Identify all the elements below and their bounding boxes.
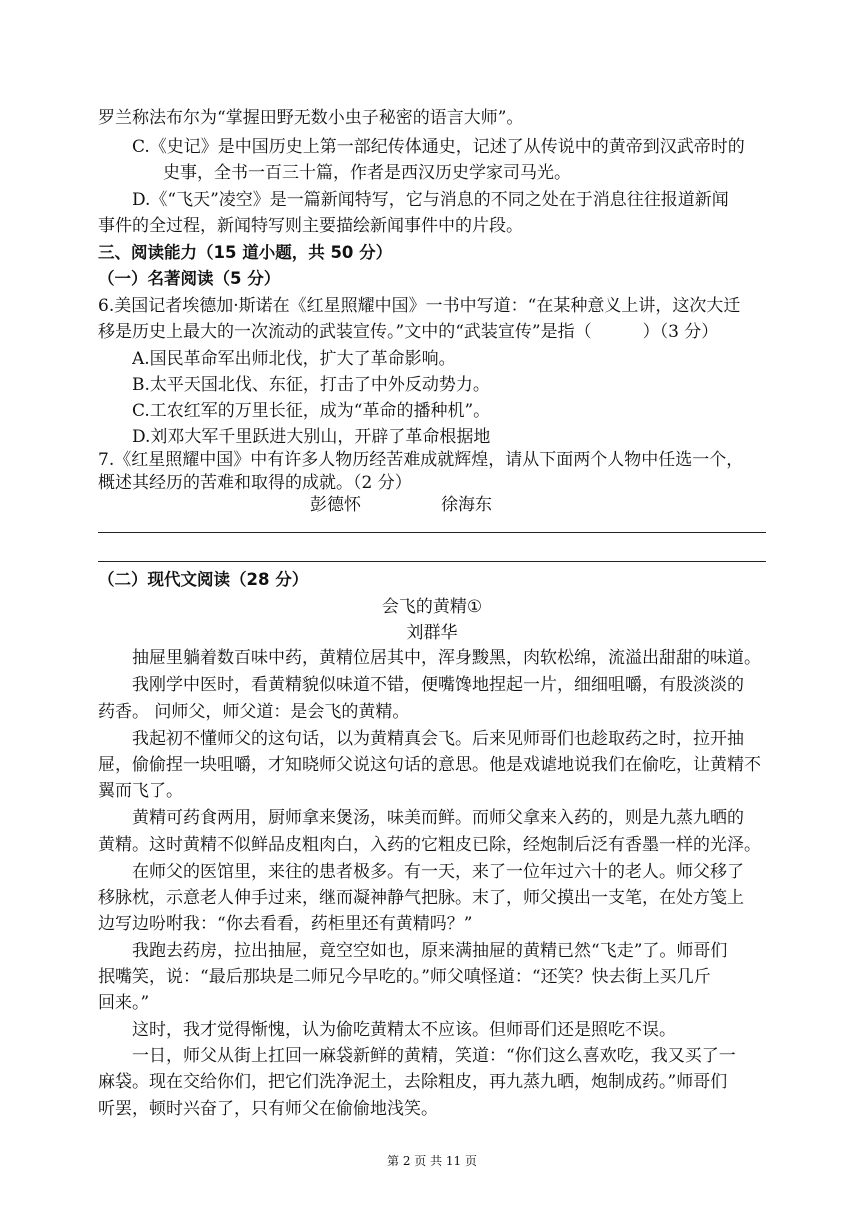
article-line: 我跑去药房，拉出抽屉，竟空空如也，原来满抽屉的黄精已然“飞走”了。师哥们 [132, 941, 728, 961]
article-line: 翼而飞了。 [98, 781, 183, 801]
article-line: 黄精。这时黄精不似鲜品皮粗肉白，入药的它粗皮已除，经炮制后泛有香墨一样的光泽。 [98, 835, 761, 855]
question-7-line: 7.《红星照耀中国》中有许多人物历经苦难成就辉煌，请从下面两个人物中任选一个， [98, 450, 744, 470]
option-c-line: C.《史记》是中国历史上第一部纪传体通史，记述了从传说中的黄帝到汉武帝时的 [132, 137, 745, 157]
person-option: 彭德怀 [310, 495, 361, 515]
article-line: 回来。” [98, 993, 150, 1013]
page-footer: 第 2 页 共 11 页 [387, 1154, 477, 1168]
question-6-option: D.刘邓大军千里跃进大别山，开辟了革命根据地 [132, 427, 491, 447]
article-line: 一日，师父从街上扛回一麻袋新鲜的黄精，笑道：“你们这么喜欢吃，我又买了一 [132, 1046, 736, 1066]
article-title: 会飞的黄精① [381, 597, 483, 617]
answer-line [98, 561, 766, 562]
option-d-line: 事件的全过程，新闻特写则主要描绘新闻事件中的片段。 [98, 216, 523, 236]
question-6-option: B.太平天国北伐、东征，打击了中外反动势力。 [132, 375, 490, 395]
subsection-heading: （二）现代文阅读（28 分） [98, 570, 309, 589]
article-line: 药香。 问师父，师父道：是会飞的黄精。 [98, 702, 410, 722]
question-6-option: C.工农红军的万里长征，成为“革命的播种机”。 [132, 401, 491, 421]
article-line: 我起初不懂师父的这句话，以为黄精真会飞。后来见师哥们也趁取药之时，拉开抽 [132, 729, 744, 749]
paragraph-line: 罗兰称法布尔为“掌握田野无数小虫子秘密的语言大师”。 [98, 108, 524, 128]
article-line: 屉，偷偷捏一块咀嚼，才知晓师父说这句话的意思。他是戏谑地说我们在偷吃，让黄精不 [98, 755, 761, 775]
article-author: 刘群华 [406, 623, 458, 643]
subsection-heading: （一）名著阅读（5 分） [98, 269, 281, 288]
article-line: 抿嘴笑，说：“最后那块是二师兄今早吃的。”师父嗔怪道：“还笑？快去街上买几斤 [98, 967, 711, 987]
question-6-line: 6.美国记者埃德加·斯诺在《红星照耀中国》一书中写道：“在某种意义上讲，这次大迁 [98, 296, 741, 316]
article-line: 麻袋。现在交给你们，把它们洗净泥土，去除粗皮，再九蒸九晒，炮制成药。”师哥们 [98, 1072, 728, 1092]
question-6-option: A.国民革命军出师北伐，扩大了革命影响。 [132, 349, 456, 369]
article-line: 我刚学中医时，看黄精貌似味道不错，便嘴馋地捏起一片，细细咀嚼，有股淡淡的 [132, 675, 744, 695]
article-line: 抽屉里躺着数百味中药，黄精位居其中，浑身黢黑，肉软松绵，流溢出甜甜的味道。 [132, 648, 761, 668]
answer-line [98, 532, 766, 533]
option-d-line: D.《“飞天”凌空》是一篇新闻特写，它与消息的不同之处在于消息往往报道新闻 [132, 190, 729, 210]
option-c-line: 史事，全书一百三十篇，作者是西汉历史学家司马光。 [163, 163, 571, 183]
article-line: 这时，我才觉得惭愧，认为偷吃黄精太不应该。但师哥们还是照吃不误。 [132, 1020, 676, 1040]
person-option: 徐海东 [441, 495, 492, 515]
question-6-line: 移是历史上最大的一次流动的武装宣传。”文中的“武装宣传”是指（ ）（3 分） [98, 322, 719, 342]
article-line: 黄精可药食两用，厨师拿来煲汤，味美而鲜。而师父拿来入药的，则是九蒸九晒的 [132, 808, 744, 828]
article-line: 听罢，顿时兴奋了，只有师父在偷偷地浅笑。 [98, 1099, 438, 1119]
question-7-line: 概述其经历的苦难和取得的成就。（2 分） [98, 473, 412, 493]
article-line: 边写边吩咐我：“你去看看，药柜里还有黄精吗？” [98, 914, 473, 934]
article-line: 移脉枕，示意老人伸手过来，继而凝神静气把脉。末了，师父摸出一支笔，在处方笺上 [98, 888, 744, 908]
article-line: 在师父的医馆里，来往的患者极多。有一天，来了一位年过六十的老人。师父移了 [132, 862, 744, 882]
section-heading: 三、阅读能力（15 道小题，共 50 分） [98, 243, 393, 262]
